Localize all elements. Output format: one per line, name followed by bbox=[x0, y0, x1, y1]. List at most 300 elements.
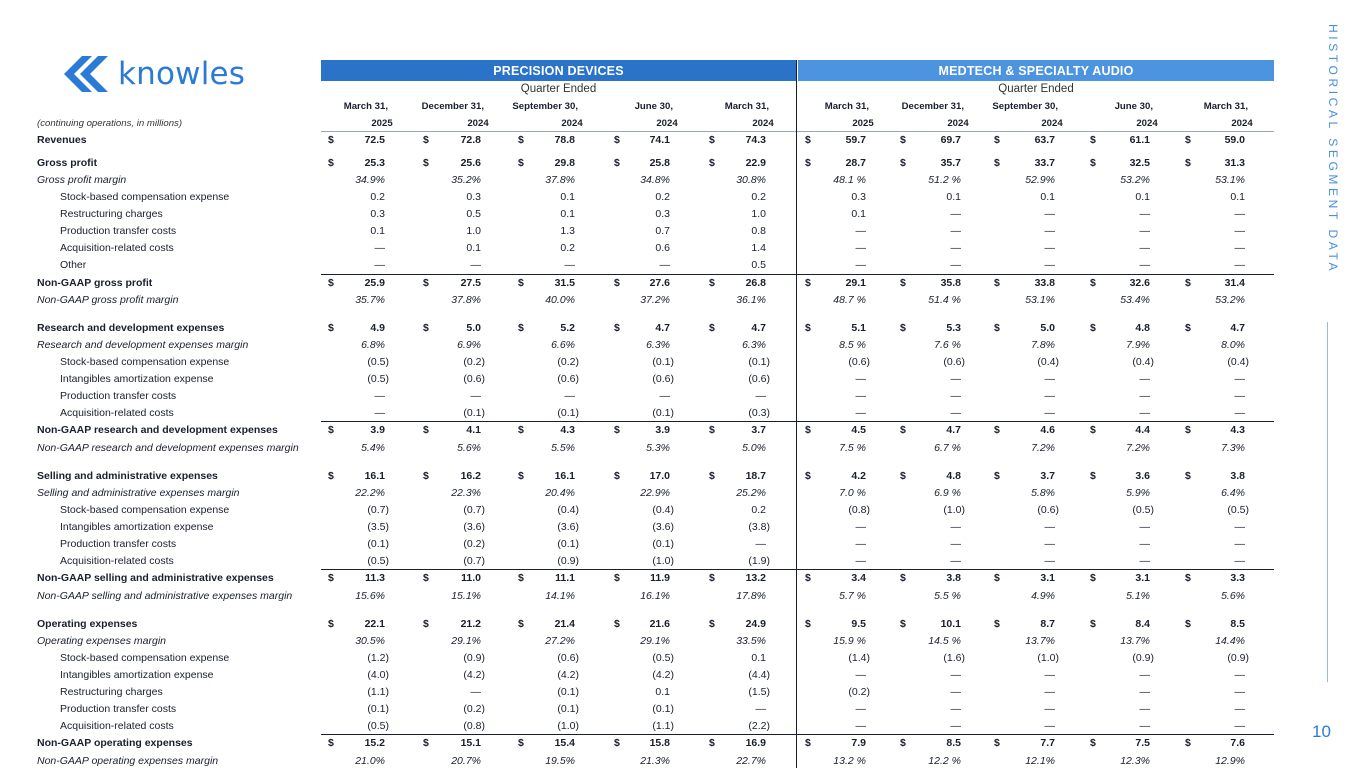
table-cell: 7.7 bbox=[1040, 737, 1055, 749]
table-cell: — bbox=[855, 720, 866, 732]
currency-symbol: $ bbox=[994, 470, 1000, 482]
row-label: Production transfer costs bbox=[60, 703, 177, 715]
table-cell: 4.7 bbox=[751, 322, 766, 334]
table-cell: — bbox=[855, 555, 866, 567]
table-cell: — bbox=[1044, 669, 1055, 681]
logo-text: knowles bbox=[118, 55, 246, 92]
table-cell: 5.3% bbox=[646, 442, 670, 454]
table-cell: 27.2% bbox=[545, 635, 575, 647]
table-cell: 72.8 bbox=[460, 134, 481, 146]
table-cell: (0.4) bbox=[1227, 356, 1249, 368]
table-cell: — bbox=[950, 669, 961, 681]
table-cell: 6.4% bbox=[1221, 487, 1245, 499]
row-label: Research and development expenses bbox=[37, 322, 225, 334]
table-cell: 33.5% bbox=[736, 635, 766, 647]
currency-symbol: $ bbox=[518, 470, 524, 482]
table-cell: 0.2 bbox=[655, 191, 670, 203]
table-cell: 29.1 bbox=[845, 277, 866, 289]
table-cell: (0.1) bbox=[652, 703, 674, 715]
table-cell: (0.3) bbox=[748, 407, 770, 419]
table-cell: — bbox=[855, 390, 866, 402]
table-cell: 35.7 bbox=[940, 157, 961, 169]
table-cell: — bbox=[1234, 538, 1245, 550]
table-cell: 0.2 bbox=[370, 191, 385, 203]
table-cell: 15.8 bbox=[649, 737, 670, 749]
table-cell: — bbox=[1234, 521, 1245, 533]
currency-symbol: $ bbox=[805, 134, 811, 146]
column-header-year: 2024 bbox=[947, 118, 969, 129]
table-row bbox=[37, 155, 1274, 172]
column-header-date: March 31, bbox=[1203, 101, 1248, 112]
table-cell: 53.2% bbox=[1215, 294, 1245, 306]
table-cell: 12.3% bbox=[1120, 755, 1150, 767]
table-cell: — bbox=[1234, 373, 1245, 385]
table-cell: — bbox=[1139, 373, 1150, 385]
row-label: Revenues bbox=[37, 134, 87, 146]
currency-symbol: $ bbox=[900, 470, 906, 482]
table-cell: (0.2) bbox=[848, 686, 870, 698]
table-cell: 8.5 % bbox=[839, 339, 866, 351]
table-cell: — bbox=[1234, 225, 1245, 237]
currency-symbol: $ bbox=[994, 134, 1000, 146]
table-cell: — bbox=[855, 703, 866, 715]
table-cell: (0.6) bbox=[463, 373, 485, 385]
table-cell: 4.8 bbox=[946, 470, 961, 482]
table-cell: — bbox=[1044, 703, 1055, 715]
currency-symbol: $ bbox=[328, 277, 334, 289]
table-cell: 8.4 bbox=[1135, 618, 1150, 630]
table-cell: 29.8 bbox=[554, 157, 575, 169]
column-header-year: 2024 bbox=[1041, 118, 1063, 129]
table-cell: — bbox=[950, 521, 961, 533]
currency-symbol: $ bbox=[805, 737, 811, 749]
currency-symbol: $ bbox=[423, 134, 429, 146]
currency-symbol: $ bbox=[900, 134, 906, 146]
table-cell: 32.6 bbox=[1129, 277, 1150, 289]
table-cell: — bbox=[374, 259, 385, 271]
table-cell: 34.9% bbox=[355, 174, 385, 186]
currency-symbol: $ bbox=[328, 737, 334, 749]
table-cell: 0.1 bbox=[946, 191, 961, 203]
table-cell: — bbox=[950, 538, 961, 550]
table-cell: 21.6 bbox=[649, 618, 670, 630]
table-cell: 13.7% bbox=[1120, 635, 1150, 647]
table-cell: 59.0 bbox=[1224, 134, 1245, 146]
table-row bbox=[37, 684, 1274, 701]
table-cell: 0.1 bbox=[1040, 191, 1055, 203]
row-label: Research and development expenses margin bbox=[37, 339, 249, 351]
currency-symbol: $ bbox=[518, 322, 524, 334]
table-row bbox=[37, 485, 1274, 502]
table-cell: (2.2) bbox=[748, 720, 770, 732]
table-cell: 7.2% bbox=[1126, 442, 1150, 454]
currency-symbol: $ bbox=[994, 157, 1000, 169]
table-cell: 7.3% bbox=[1221, 442, 1245, 454]
table-cell: 37.8% bbox=[451, 294, 481, 306]
table-row bbox=[37, 468, 1274, 485]
table-cell: 10.1 bbox=[940, 618, 961, 630]
table-cell: 5.7 % bbox=[839, 590, 866, 602]
table-cell: 7.6 % bbox=[934, 339, 961, 351]
segment-header-medtech-audio: MEDTECH & SPECIALTY AUDIO bbox=[798, 60, 1274, 81]
column-header-year: 2024 bbox=[752, 118, 774, 129]
currency-symbol: $ bbox=[709, 322, 715, 334]
currency-symbol: $ bbox=[518, 277, 524, 289]
row-label: Other bbox=[60, 259, 87, 271]
knowles-k-icon bbox=[62, 54, 110, 94]
table-cell: 74.3 bbox=[745, 134, 766, 146]
table-cell: (0.5) bbox=[1132, 504, 1154, 516]
currency-symbol: $ bbox=[1185, 424, 1191, 436]
table-cell: 22.1 bbox=[364, 618, 385, 630]
row-label: Non-GAAP gross profit bbox=[37, 277, 153, 289]
table-cell: (0.9) bbox=[1132, 652, 1154, 664]
table-row bbox=[37, 354, 1274, 371]
table-cell: 0.1 bbox=[466, 242, 481, 254]
table-cell: 21.3% bbox=[640, 755, 670, 767]
currency-symbol: $ bbox=[1185, 157, 1191, 169]
table-cell: 0.3 bbox=[466, 191, 481, 203]
row-label: Non-GAAP selling and administrative expenses margin bbox=[37, 590, 293, 602]
table-cell: 0.1 bbox=[560, 191, 575, 203]
table-cell: (0.8) bbox=[848, 504, 870, 516]
table-row bbox=[37, 132, 1274, 149]
table-cell: (0.2) bbox=[463, 356, 485, 368]
table-row bbox=[37, 320, 1274, 337]
table-cell: (0.1) bbox=[367, 538, 389, 550]
table-cell: (3.8) bbox=[748, 521, 770, 533]
currency-symbol: $ bbox=[900, 157, 906, 169]
row-label: Selling and administrative expenses bbox=[37, 470, 218, 482]
row-label: Production transfer costs bbox=[60, 390, 177, 402]
row-label: Stock-based compensation expense bbox=[60, 356, 230, 368]
table-cell: (3.6) bbox=[652, 521, 674, 533]
currency-symbol: $ bbox=[328, 470, 334, 482]
table-cell: (0.9) bbox=[463, 652, 485, 664]
currency-symbol: $ bbox=[614, 572, 620, 584]
segment-subheader: Quarter Ended bbox=[998, 83, 1074, 95]
table-cell: (0.4) bbox=[557, 504, 579, 516]
currency-symbol: $ bbox=[518, 424, 524, 436]
table-cell: — bbox=[1139, 521, 1150, 533]
table-cell: 6.9% bbox=[457, 339, 481, 351]
table-cell: 3.7 bbox=[1040, 470, 1055, 482]
column-header-date: September 30, bbox=[992, 101, 1058, 112]
currency-symbol: $ bbox=[614, 134, 620, 146]
table-cell: 34.8% bbox=[640, 174, 670, 186]
row-label: Selling and administrative expenses margin bbox=[37, 487, 240, 499]
table-row bbox=[37, 189, 1274, 206]
table-cell: 48.1 % bbox=[833, 174, 866, 186]
currency-symbol: $ bbox=[1090, 470, 1096, 482]
currency-symbol: $ bbox=[328, 322, 334, 334]
table-cell: 13.7% bbox=[1025, 635, 1055, 647]
currency-symbol: $ bbox=[805, 277, 811, 289]
table-cell: (0.6) bbox=[652, 373, 674, 385]
table-cell: — bbox=[659, 390, 670, 402]
table-cell: — bbox=[950, 555, 961, 567]
table-cell: (0.5) bbox=[367, 373, 389, 385]
table-cell: — bbox=[950, 686, 961, 698]
table-cell: — bbox=[1234, 208, 1245, 220]
table-cell: (4.2) bbox=[463, 669, 485, 681]
table-cell: (0.6) bbox=[557, 373, 579, 385]
table-cell: 12.9% bbox=[1215, 755, 1245, 767]
table-cell: — bbox=[755, 390, 766, 402]
table-cell: 29.1% bbox=[640, 635, 670, 647]
table-cell: 35.7% bbox=[355, 294, 385, 306]
table-cell: — bbox=[855, 242, 866, 254]
table-cell: 3.1 bbox=[1040, 572, 1055, 584]
currency-symbol: $ bbox=[423, 572, 429, 584]
table-cell: 11.9 bbox=[650, 572, 670, 584]
table-cell: (0.6) bbox=[1037, 504, 1059, 516]
table-cell: (0.6) bbox=[848, 356, 870, 368]
table-cell: 22.9% bbox=[640, 487, 670, 499]
table-cell: 15.2 bbox=[364, 737, 385, 749]
table-cell: 53.2% bbox=[1120, 174, 1150, 186]
table-cell: — bbox=[1044, 373, 1055, 385]
table-cell: — bbox=[374, 242, 385, 254]
currency-symbol: $ bbox=[518, 134, 524, 146]
table-cell: 15.6% bbox=[355, 590, 385, 602]
table-cell: 6.3% bbox=[646, 339, 670, 351]
currency-symbol: $ bbox=[614, 470, 620, 482]
table-cell: (0.9) bbox=[1227, 652, 1249, 664]
table-cell: (1.4) bbox=[848, 652, 870, 664]
table-cell: 5.6% bbox=[1221, 590, 1245, 602]
table-cell: (3.6) bbox=[463, 521, 485, 533]
table-cell: — bbox=[470, 686, 481, 698]
table-cell: (1.1) bbox=[367, 686, 389, 698]
table-cell: — bbox=[950, 390, 961, 402]
currency-symbol: $ bbox=[900, 277, 906, 289]
table-cell: — bbox=[1234, 242, 1245, 254]
table-cell: 25.9 bbox=[364, 277, 385, 289]
table-cell: 6.9 % bbox=[934, 487, 961, 499]
currency-symbol: $ bbox=[1090, 737, 1096, 749]
row-label: Intangibles amortization expense bbox=[60, 521, 214, 533]
table-cell: 0.2 bbox=[560, 242, 575, 254]
table-cell: (0.1) bbox=[652, 407, 674, 419]
currency-symbol: $ bbox=[328, 157, 334, 169]
column-header-date: June 30, bbox=[1114, 101, 1153, 112]
table-cell: (0.5) bbox=[367, 720, 389, 732]
table-cell: 1.0 bbox=[466, 225, 481, 237]
table-cell: 15.4 bbox=[554, 737, 575, 749]
table-cell: — bbox=[950, 225, 961, 237]
table-cell: (0.6) bbox=[943, 356, 965, 368]
table-cell: 0.2 bbox=[751, 191, 766, 203]
table-cell: — bbox=[564, 390, 575, 402]
currency-symbol: $ bbox=[900, 424, 906, 436]
table-cell: 31.4 bbox=[1224, 277, 1245, 289]
table-cell: — bbox=[1044, 521, 1055, 533]
table-cell: — bbox=[1044, 208, 1055, 220]
table-row bbox=[37, 536, 1274, 553]
table-cell: 7.9% bbox=[1126, 339, 1150, 351]
currency-symbol: $ bbox=[1090, 134, 1096, 146]
currency-symbol: $ bbox=[518, 618, 524, 630]
table-row bbox=[37, 753, 1274, 770]
currency-symbol: $ bbox=[900, 572, 906, 584]
table-cell: 17.0 bbox=[649, 470, 670, 482]
table-cell: — bbox=[1044, 538, 1055, 550]
row-label: Non-GAAP research and development expenses bbox=[37, 424, 278, 436]
table-cell: 63.7 bbox=[1034, 134, 1055, 146]
table-cell: — bbox=[855, 407, 866, 419]
column-header-year: 2025 bbox=[852, 118, 874, 129]
table-cell: 25.2% bbox=[736, 487, 766, 499]
table-row bbox=[37, 667, 1274, 684]
currency-symbol: $ bbox=[709, 134, 715, 146]
table-row bbox=[37, 206, 1274, 223]
currency-symbol: $ bbox=[1185, 618, 1191, 630]
column-header-date: March 31, bbox=[824, 101, 869, 112]
table-cell: 7.2% bbox=[1031, 442, 1055, 454]
table-row bbox=[37, 650, 1274, 667]
row-label: Gross profit bbox=[37, 157, 98, 169]
table-cell: 5.0 bbox=[1040, 322, 1055, 334]
table-row bbox=[37, 588, 1274, 605]
currency-symbol: $ bbox=[1185, 470, 1191, 482]
column-header-date: December 31, bbox=[421, 101, 484, 112]
currency-symbol: $ bbox=[1090, 424, 1096, 436]
currency-symbol: $ bbox=[423, 322, 429, 334]
table-cell: (0.1) bbox=[557, 686, 579, 698]
table-cell: 18.7 bbox=[745, 470, 766, 482]
table-cell: 59.7 bbox=[845, 134, 866, 146]
table-cell: 35.8 bbox=[940, 277, 961, 289]
table-cell: 21.0% bbox=[355, 755, 385, 767]
table-cell: 0.6 bbox=[655, 242, 670, 254]
table-cell: — bbox=[855, 538, 866, 550]
table-cell: 27.5 bbox=[460, 277, 481, 289]
table-cell: 0.5 bbox=[466, 208, 481, 220]
currency-symbol: $ bbox=[709, 470, 715, 482]
table-row bbox=[37, 405, 1274, 422]
currency-symbol: $ bbox=[1185, 737, 1191, 749]
table-cell: (4.0) bbox=[367, 669, 389, 681]
table-cell: (0.5) bbox=[367, 356, 389, 368]
table-cell: 21.4 bbox=[554, 618, 575, 630]
table-cell: 0.1 bbox=[851, 208, 866, 220]
table-cell: 74.1 bbox=[649, 134, 670, 146]
table-cell: (0.9) bbox=[557, 555, 579, 567]
currency-symbol: $ bbox=[900, 322, 906, 334]
table-cell: (3.5) bbox=[367, 521, 389, 533]
column-header-year: 2024 bbox=[1136, 118, 1158, 129]
table-cell: 7.9 bbox=[851, 737, 866, 749]
table-cell: 25.3 bbox=[364, 157, 385, 169]
table-cell: — bbox=[1234, 669, 1245, 681]
table-row bbox=[37, 633, 1274, 650]
table-cell: 5.1% bbox=[1126, 590, 1150, 602]
table-cell: 7.0 % bbox=[839, 487, 866, 499]
table-cell: 3.1 bbox=[1135, 572, 1150, 584]
table-cell: — bbox=[950, 720, 961, 732]
currency-symbol: $ bbox=[994, 322, 1000, 334]
table-cell: — bbox=[1044, 686, 1055, 698]
table-cell: 3.4 bbox=[851, 572, 866, 584]
table-cell: 5.9% bbox=[1126, 487, 1150, 499]
table-cell: 25.6 bbox=[460, 157, 481, 169]
currency-symbol: $ bbox=[994, 737, 1000, 749]
currency-symbol: $ bbox=[423, 157, 429, 169]
row-label: Operating expenses margin bbox=[37, 635, 166, 647]
table-cell: (0.5) bbox=[1227, 504, 1249, 516]
table-cell: 3.3 bbox=[1230, 572, 1245, 584]
table-cell: 5.2 bbox=[560, 322, 575, 334]
currency-symbol: $ bbox=[328, 424, 334, 436]
table-cell: 22.2% bbox=[355, 487, 385, 499]
subtotal-rule bbox=[321, 734, 1274, 735]
table-row bbox=[37, 388, 1274, 405]
table-cell: 5.0% bbox=[742, 442, 766, 454]
table-cell: 4.7 bbox=[946, 424, 961, 436]
table-cell: 14.1% bbox=[545, 590, 575, 602]
currency-symbol: $ bbox=[328, 572, 334, 584]
currency-symbol: $ bbox=[709, 572, 715, 584]
table-cell: 0.8 bbox=[751, 225, 766, 237]
table-cell: — bbox=[1044, 259, 1055, 271]
table-row bbox=[37, 735, 1274, 752]
table-cell: 4.7 bbox=[1230, 322, 1245, 334]
currency-symbol: $ bbox=[518, 737, 524, 749]
table-cell: 53.1% bbox=[1215, 174, 1245, 186]
table-cell: — bbox=[1234, 703, 1245, 715]
column-header-date: March 31, bbox=[343, 101, 388, 112]
table-cell: (0.7) bbox=[367, 504, 389, 516]
table-cell: 4.1 bbox=[466, 424, 481, 436]
table-cell: (0.7) bbox=[463, 504, 485, 516]
table-cell: (1.0) bbox=[557, 720, 579, 732]
currency-symbol: $ bbox=[994, 277, 1000, 289]
table-cell: 6.3% bbox=[742, 339, 766, 351]
table-cell: (0.4) bbox=[652, 504, 674, 516]
row-label: Production transfer costs bbox=[60, 225, 177, 237]
currency-symbol: $ bbox=[614, 322, 620, 334]
table-cell: — bbox=[855, 373, 866, 385]
table-cell: — bbox=[1044, 407, 1055, 419]
table-cell: 16.1 bbox=[364, 470, 385, 482]
table-row bbox=[37, 718, 1274, 735]
table-cell: 13.2 bbox=[745, 572, 766, 584]
table-cell: 6.8% bbox=[361, 339, 385, 351]
table-cell: 24.9 bbox=[745, 618, 766, 630]
table-row bbox=[37, 570, 1274, 587]
column-header-date: September 30, bbox=[512, 101, 578, 112]
table-cell: 4.6 bbox=[1040, 424, 1055, 436]
table-cell: (0.8) bbox=[463, 720, 485, 732]
table-cell: 3.8 bbox=[1230, 470, 1245, 482]
table-cell: 31.5 bbox=[554, 277, 575, 289]
currency-symbol: $ bbox=[1090, 322, 1096, 334]
table-cell: 51.4 % bbox=[928, 294, 961, 306]
table-cell: — bbox=[1139, 225, 1150, 237]
table-cell: (1.6) bbox=[943, 652, 965, 664]
segment-subheader: Quarter Ended bbox=[520, 83, 597, 95]
currency-symbol: $ bbox=[709, 424, 715, 436]
table-cell: (0.6) bbox=[748, 373, 770, 385]
table-cell: 5.0 bbox=[466, 322, 481, 334]
table-cell: 3.7 bbox=[751, 424, 766, 436]
table-cell: 13.2 % bbox=[833, 755, 866, 767]
table-cell: 4.9% bbox=[1031, 590, 1055, 602]
table-cell: 48.7 % bbox=[833, 294, 866, 306]
table-cell: 27.6 bbox=[649, 277, 670, 289]
table-cell: (0.1) bbox=[367, 703, 389, 715]
